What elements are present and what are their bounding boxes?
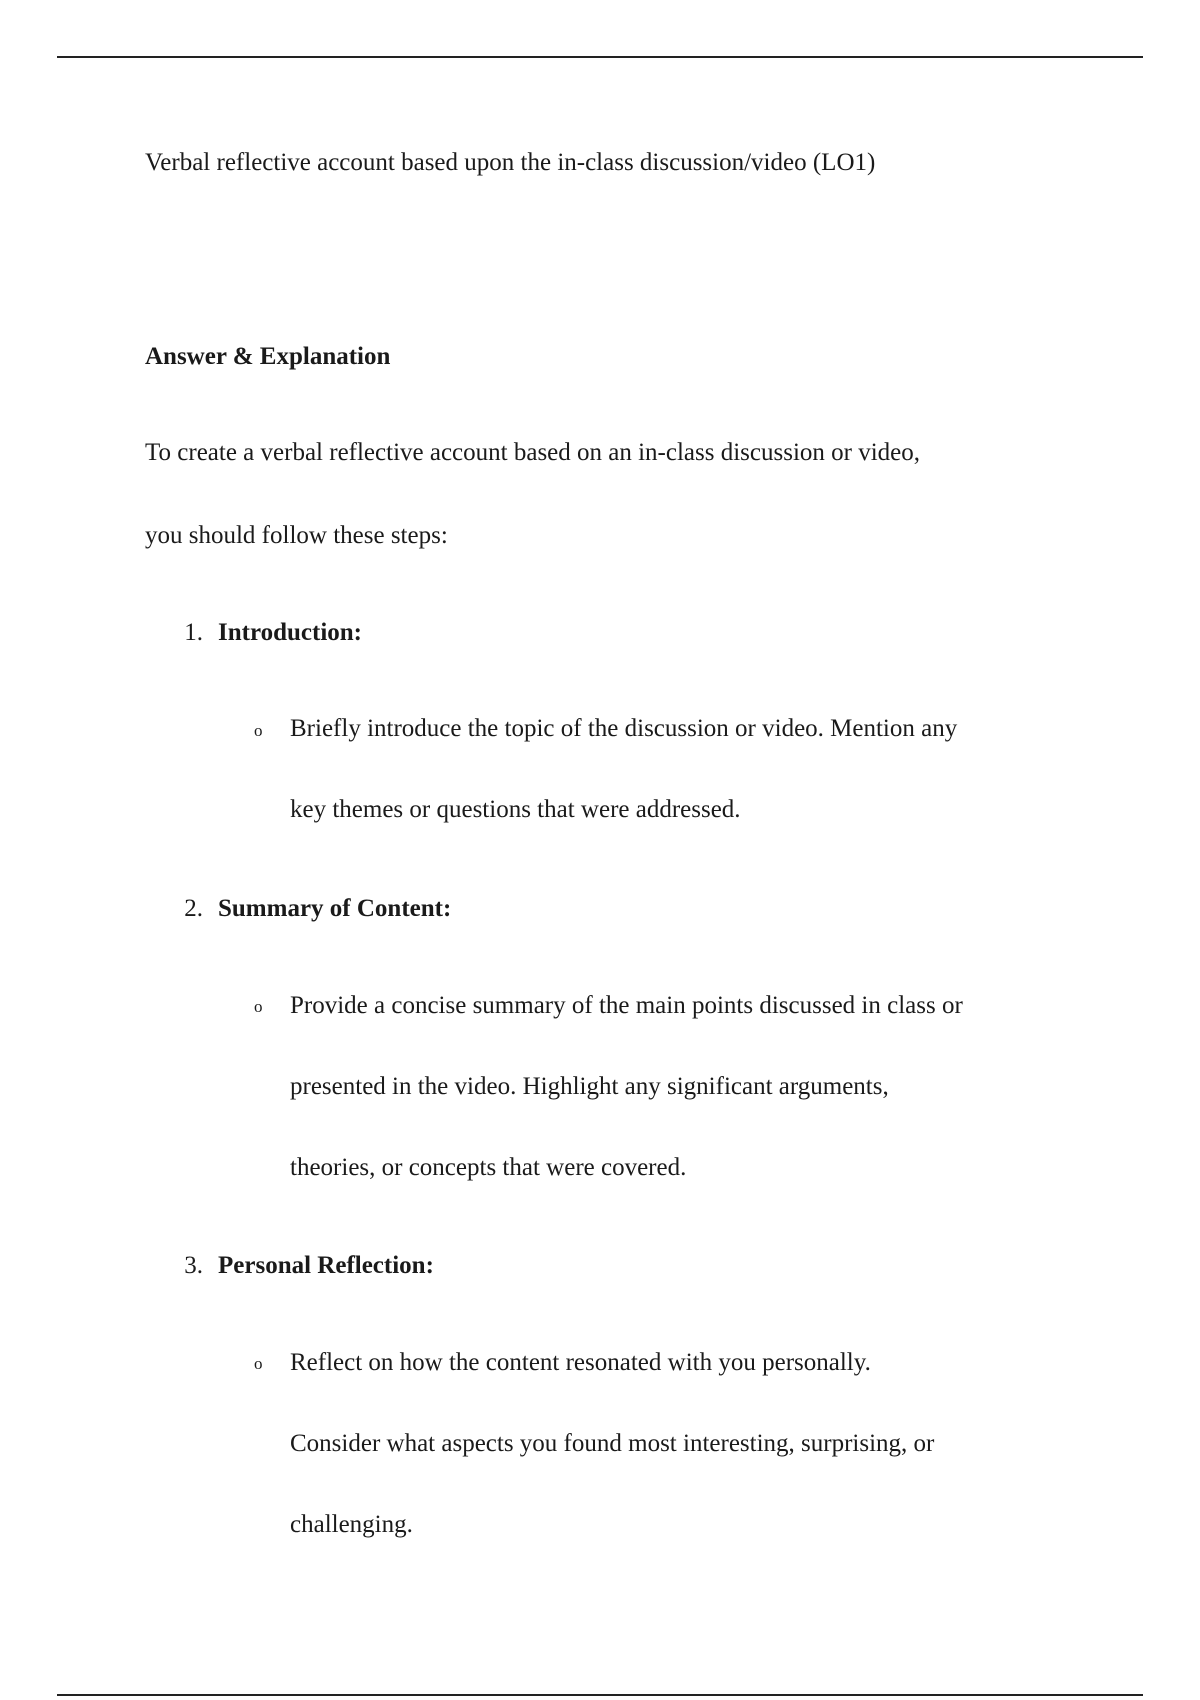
step-3-bullet: o (254, 1354, 263, 1373)
step-1-title: Introduction: (218, 619, 363, 646)
step-1-line-1: Briefly introduce the topic of the discussion or video. Mention any (290, 715, 958, 742)
step-1-line-2: key themes or questions that were addressed. (290, 796, 741, 823)
step-2-line-2: presented in the video. Highlight any significant arguments, (290, 1073, 889, 1100)
step-1-bullet: o (254, 721, 263, 740)
question-text: Verbal reflective account based upon the in-class discussion/video (LO1) (145, 149, 876, 176)
step-2-line-1: Provide a concise summary of the main points discussed in class or (290, 992, 963, 1019)
step-2-bullet: o (254, 997, 263, 1016)
answer-heading: Answer & Explanation (145, 343, 391, 370)
step-2-line-3: theories, or concepts that were covered. (290, 1154, 687, 1181)
header-rule (57, 56, 1143, 58)
intro-line-1: To create a verbal reflective account based on an in-class discussion or video, (145, 439, 921, 466)
step-3-number: 3. (184, 1252, 203, 1279)
step-3-line-3: challenging. (290, 1511, 413, 1538)
step-1-number: 1. (184, 619, 203, 646)
footer-rule (57, 1694, 1143, 1696)
intro-line-2: you should follow these steps: (145, 522, 448, 549)
step-3-line-1: Reflect on how the content resonated with you personally. (290, 1349, 871, 1376)
step-2-number: 2. (184, 895, 203, 922)
step-3-title: Personal Reflection: (218, 1252, 434, 1279)
step-3-line-2: Consider what aspects you found most interesting, surprising, or (290, 1430, 935, 1457)
step-2-title: Summary of Content: (218, 895, 452, 922)
